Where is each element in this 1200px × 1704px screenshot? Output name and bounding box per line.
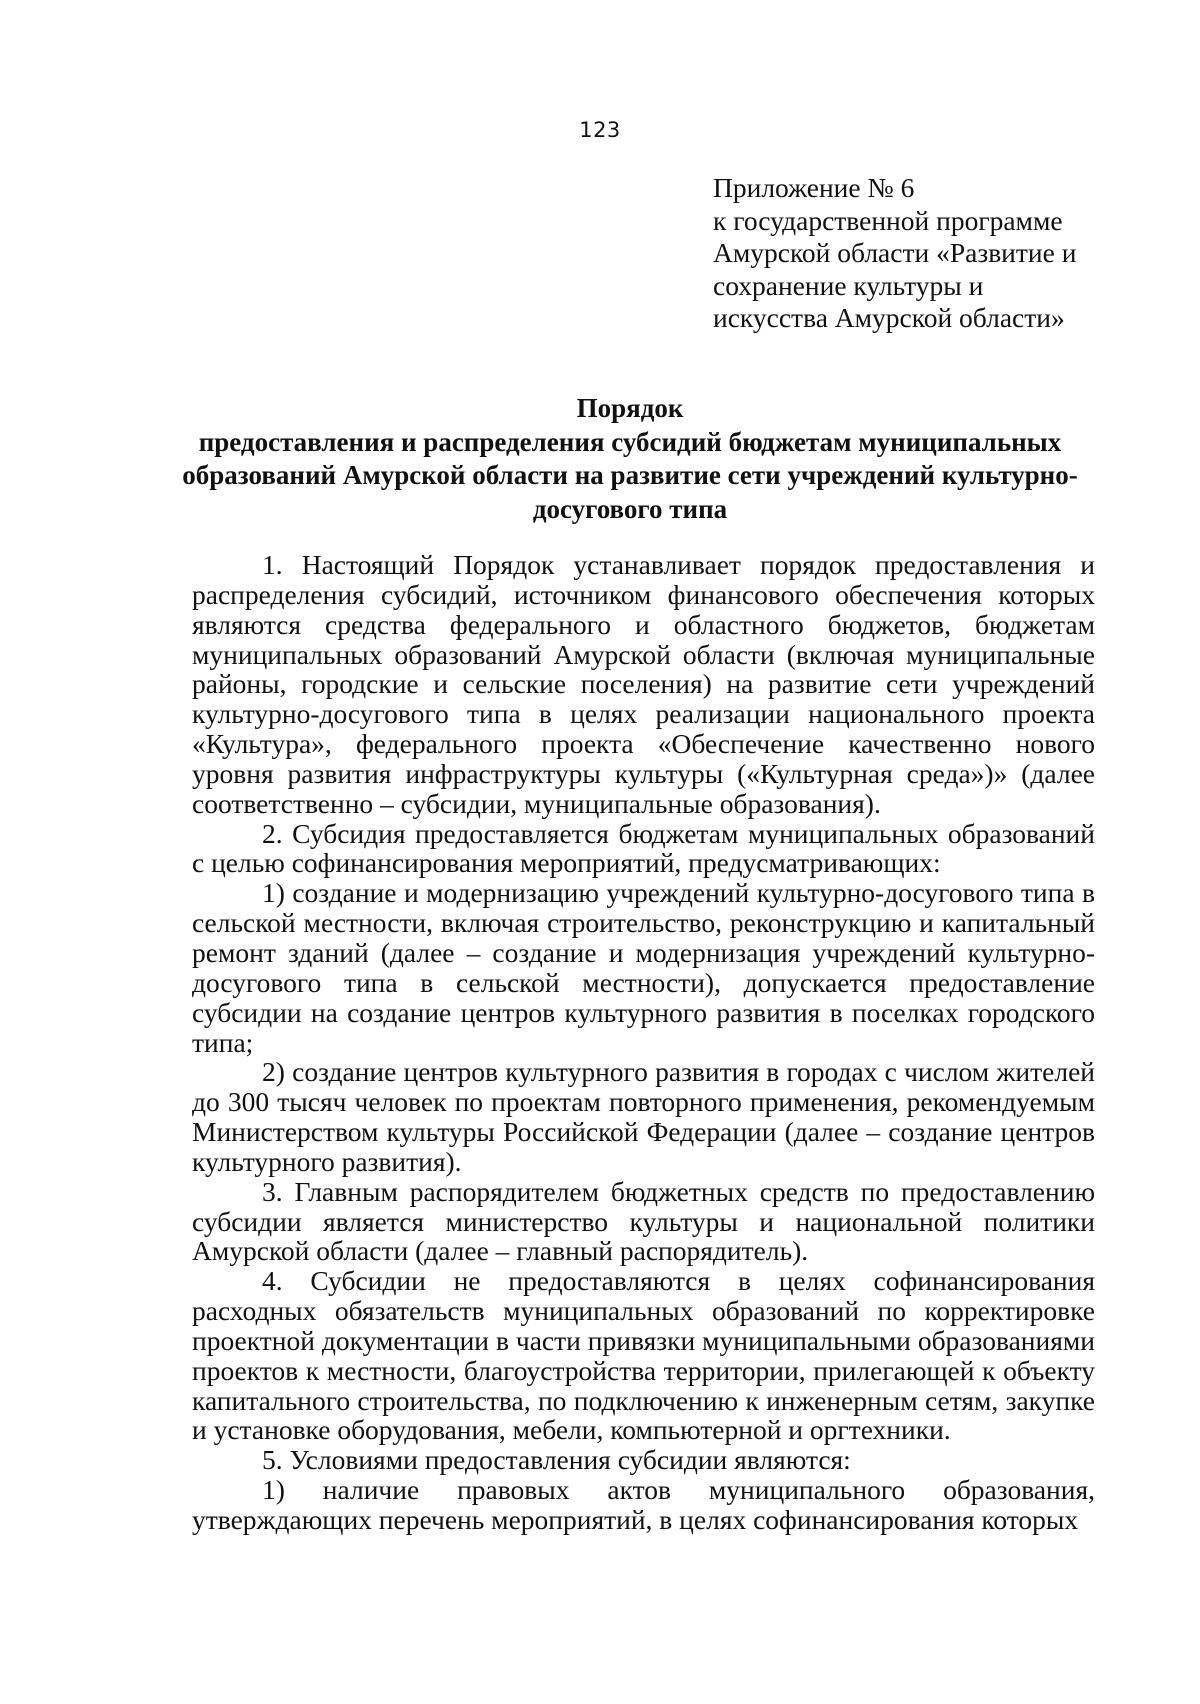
title-line: образований Амурской области на развитие сети учреждений культурно-	[182, 460, 1078, 490]
appendix-line: сохранение культуры и	[713, 269, 984, 301]
appendix-line: Амурской области «Развитие и	[713, 237, 1077, 268]
appendix-line: Приложение № 6	[713, 172, 915, 203]
title-line: предоставления и распределения субсидий бюджетам муниципальных	[198, 426, 1062, 457]
paragraph: 4. Субсидии не предоставляются в целях софинансирования расходных обязательств муниципальных образований по корректировке проектной документации в части привязки муниципальными образованиями проектов к местности, благоустройства территории, прилегающей к объекту капитального строительства, по подключению к инженерным сетям, закупке и установке оборудования, мебели, компьютерной и оргтехники.	[192, 1265, 1095, 1446]
paragraph: 1) наличие правовых актов муниципального образования, утверждающих перечень мероприятий, в целях софинансирования которых	[192, 1474, 1095, 1535]
document-title	[150, 392, 1110, 526]
paragraph: 2. Субсидия предоставляется бюджетам муниципальных образований с целью софинансирования мероприятий, предусматривающих:	[192, 817, 1095, 879]
paragraph: 1) создание и модернизацию учреждений культурно-досугового типа в сельской местности, включая строительство, реконструкцию и капитальный ремонт зданий (далее – создание и модернизация учреждений культурно-досугового типа в сельской местности), допускается предоставление субсидии на создание центров культурного развития в поселках городского типа;	[192, 877, 1095, 1058]
title-line: досугового типа	[532, 493, 728, 524]
paragraph: 5. Условиями предоставления субсидии являются:	[262, 1444, 851, 1476]
appendix-note	[713, 172, 1173, 335]
page-number: 123	[579, 118, 621, 142]
paragraph: 2) создание центров культурного развития в городах с числом жителей до 300 тысяч человек по проектам повторного применения, рекомендуемым Министерством культуры Российской Федерации (далее – создание центров культурного развития).	[192, 1056, 1095, 1177]
appendix-line: к государственной программе	[713, 204, 1063, 236]
title-line: Порядок	[576, 393, 684, 423]
paragraph: 1. Настоящий Порядок устанавливает порядок предоставления и распределения субсидий, источником финансового обеспечения которых являются средства федерального и областного бюджетов, бюджетам муниципальных образований Амурской области (включая муниципальные районы, городские и сельские поселения) на развитие сети учреждений культурно-досугового типа в целях реализации национального проекта «Культура», федерального проекта «Обеспечение качественно нового уровня развития инфраструктуры культуры («Культурная среда»)» (далее соответственно – субсидии, муниципальные образования).	[192, 549, 1095, 819]
document-body	[192, 550, 1095, 1535]
appendix-line: искусства Амурской области»	[713, 302, 1065, 333]
paragraph: 3. Главным распорядителем бюджетных средств по предоставлению субсидии является министерство культуры и национальной политики Амурской области (далее – главный распорядитель).	[192, 1175, 1095, 1267]
